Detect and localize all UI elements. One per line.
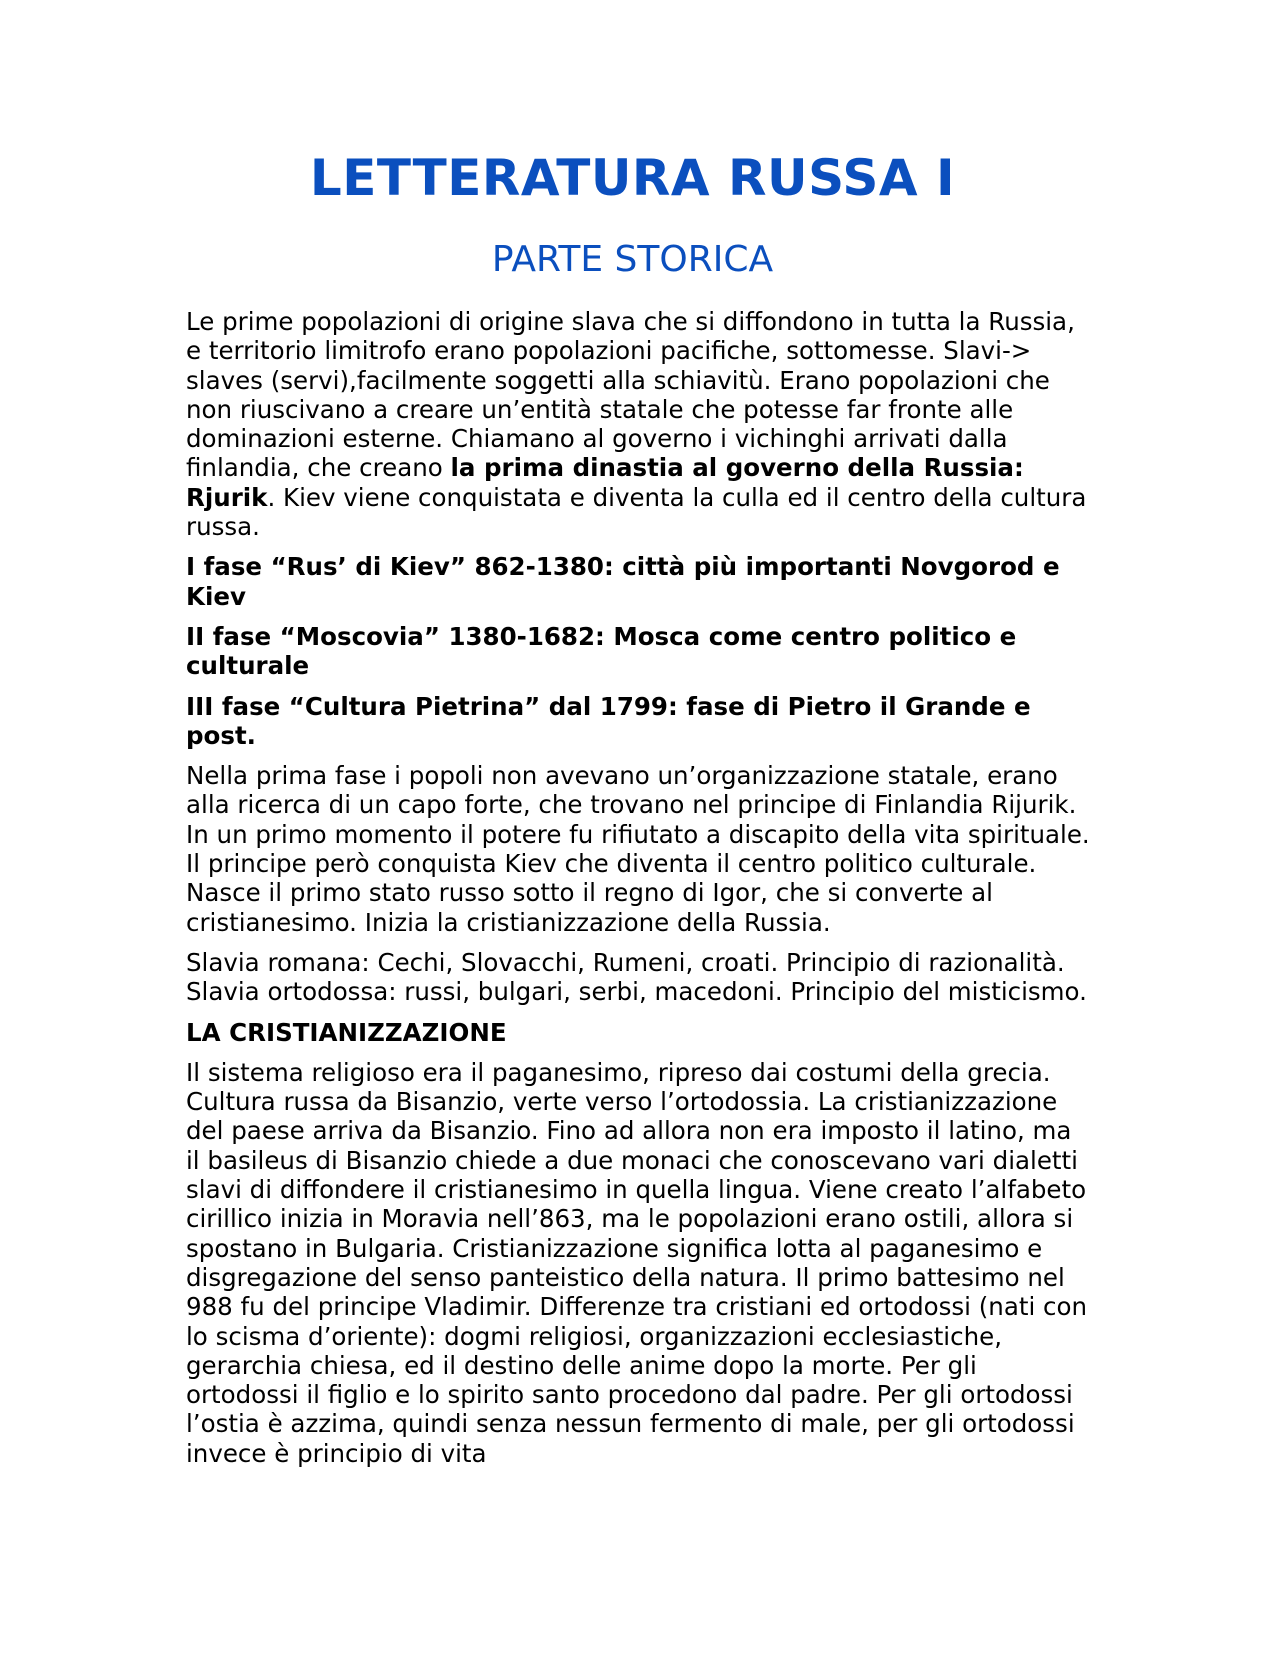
- intro-text-after: . Kiev viene conquistata e diventa la culla ed il centro della cultura russa.: [186, 482, 1087, 542]
- intro-text-before: Le prime popolazioni di origine slava che si diffondono in tutta la Russia, e territorio limitrofo erano popolazioni pacifiche, sottomesse. Slavi-> slaves (servi),facilmente soggetti alla schiavitù. Erano popolazioni che non riuscivano a creare un’entità statale che potesse far fronte alle dominazioni esterne. Chiamano al governo i vichinghi arrivati dalla finlandia, che creano: [186, 307, 1075, 483]
- slavia-paragraph: Slavia romana: Cechi, Slovacchi, Rumeni, croati. Principio di razionalità. Slavia ortodossa: russi, bulgari, serbi, macedoni. Principio del misticismo.: [186, 947, 1087, 1007]
- phase-item-1: I fase “Rus’ di Kiev” 862-1380: città più importanti Novgorod e Kiev: [186, 552, 1060, 611]
- document-body: [186, 307, 1091, 1468]
- document-title: LETTERATURA RUSSA I: [309, 149, 956, 207]
- phase-item-3: III fase “Cultura Pietrina” dal 1799: fase di Pietro il Grande e post.: [186, 691, 1031, 750]
- christianization-paragraph: Il sistema religioso era il paganesimo, ripreso dai costumi della grecia. Cultura russa da Bisanzio, verte verso l’ortodossia. La cristianizzazione del paese arriva da Bisanzio. Fino ad allora non era imposto il latino, ma il basileus di Bisanzio chiede a due monaci che conoscevano vari dialetti slavi di diffondere il cristianesimo in quella lingua. Viene creato l’alfabeto cirillico inizia in Moravia nell’863, ma le popolazioni erano ostili, allora si spostano in Bulgaria. Cristianizzazione significa lotta al paganesimo e disgregazione del senso panteistico della natura. Il primo battesimo nel 988 fu del principe Vladimir. Differenze tra cristiani ed ortodossi (nati con lo scisma d’oriente): dogmi religiosi, organizzazioni ecclesiastiche, gerarchia chiesa, ed il destino delle anime dopo la morte. Per gli ortodossi il figlio e lo spirito santo procedono dal padre. Per gli ortodossi l’ostia è azzima, quindi senza nessun fermento di male, per gli ortodossi invece è principio di vita: [186, 1057, 1088, 1468]
- first-phase-paragraph: Nella prima fase i popoli non avevano un’organizzazione statale, erano alla ricerca di un capo forte, che trovano nel principe di Finlandia Rijurik. In un primo momento il potere fu rifiutato a discapito della vita spirituale. Il principe però conquista Kiev che diventa il centro politico culturale. Nasce il primo stato russo sotto il regno di Igor, che si converte al cristianesimo. Inizia la cristianizzazione della Russia.: [186, 761, 1090, 937]
- phase-item-2: II fase “Moscovia” 1380-1682: Mosca come centro politico e culturale: [186, 621, 1017, 681]
- section-heading-cristianizzazione: LA CRISTIANIZZAZIONE: [186, 1017, 507, 1047]
- intro-bold-dynasty: la prima dinastia al governo della Russia: Rjurik: [186, 453, 1024, 512]
- intro-paragraph: [186, 307, 1091, 541]
- document-subtitle: PARTE STORICA: [491, 239, 774, 280]
